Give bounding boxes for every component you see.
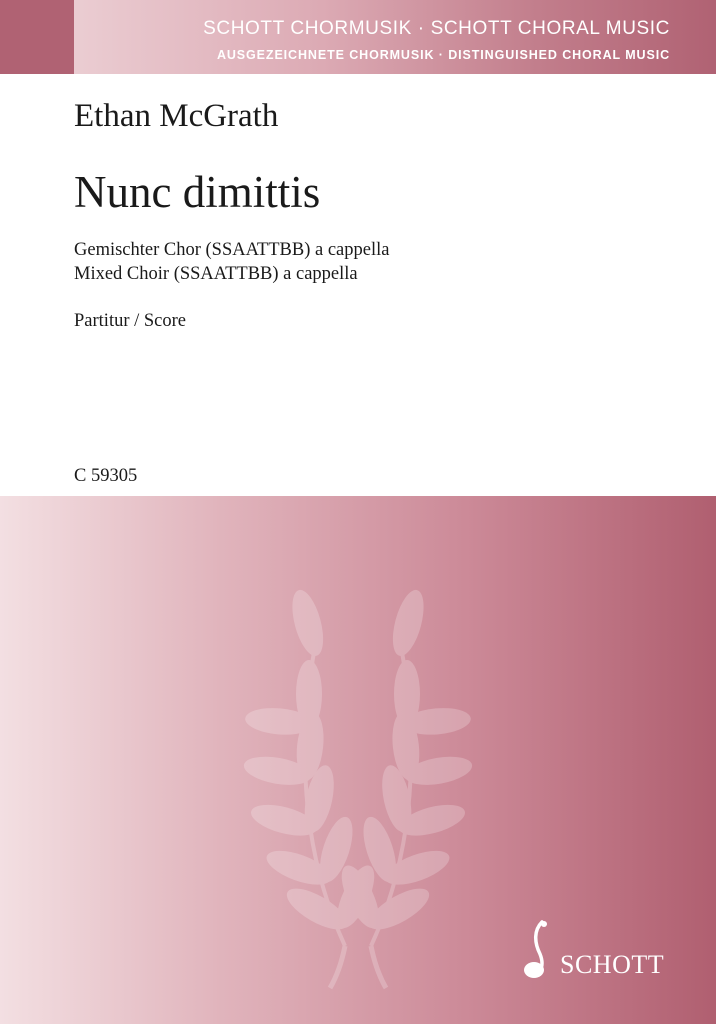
edition-type: Partitur / Score: [74, 311, 187, 331]
series-header-band: [0, 0, 716, 74]
work-title: Nunc dimittis: [74, 167, 321, 217]
publisher-name: SCHOTT: [560, 950, 665, 979]
catalog-number: C 59305: [74, 466, 138, 486]
series-title: SCHOTT CHORMUSIK · SCHOTT CHORAL MUSIC: [203, 18, 670, 39]
header-accent-block: [0, 0, 74, 74]
composer-name: Ethan McGrath: [74, 98, 279, 134]
schott-clef-logo-icon: [520, 920, 556, 982]
scoring-german: Gemischter Chor (SSAATTBB) a cappella: [74, 240, 390, 260]
cover-lower-panel: [0, 496, 716, 1024]
scoring-english: Mixed Choir (SSAATTBB) a cappella: [74, 264, 358, 284]
publisher-logo: [520, 920, 690, 984]
series-subtitle: AUSGEZEICHNETE CHORMUSIK · DISTINGUISHED CHORAL MUSIC: [216, 48, 670, 62]
